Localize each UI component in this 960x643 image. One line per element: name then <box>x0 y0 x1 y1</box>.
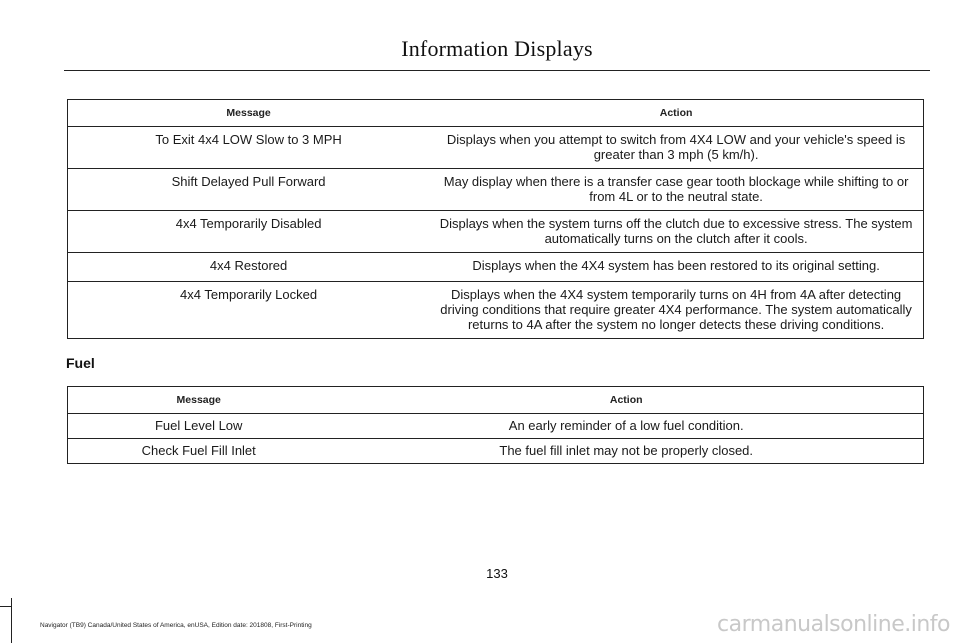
table-header-row <box>68 100 924 127</box>
title-divider <box>64 70 930 71</box>
table-header-row <box>68 387 924 414</box>
column-header-message: Message <box>68 387 330 414</box>
action-cell <box>429 282 923 339</box>
table-row <box>68 127 924 169</box>
message-cell <box>68 282 430 339</box>
column-header-action: Action <box>429 100 923 127</box>
page-number: 133 <box>486 566 508 581</box>
message-text: 4x4 Temporarily Locked <box>180 287 318 302</box>
message-cell <box>68 127 430 169</box>
message-cell: Check Fuel Fill Inlet <box>68 439 330 464</box>
table-row <box>68 414 924 439</box>
message-text: 4x4 Restored <box>209 258 288 273</box>
table-row <box>68 282 924 339</box>
action-cell <box>429 127 923 169</box>
action-cell <box>429 253 923 282</box>
message-cell <box>68 169 430 211</box>
table-row <box>68 169 924 211</box>
action-text: Displays when you attempt to switch from 4X4 LOW and your vehicle's speed is greater than 3 mph (5 km/h). <box>446 132 906 162</box>
table-row <box>68 253 924 282</box>
crop-mark-vertical <box>11 598 12 643</box>
message-text: To Exit 4x4 LOW Slow to 3 MPH <box>155 132 342 147</box>
table-row <box>68 439 924 464</box>
page-title: Information Displays <box>401 36 593 61</box>
messages-table-4x4 <box>67 99 924 339</box>
watermark: carmanualsonline.info <box>717 612 950 637</box>
table-row <box>68 211 924 253</box>
action-cell <box>429 211 923 253</box>
edition-footer: Navigator (TB9) Canada/United States of America, enUSA, Edition date: 201808, First-Printing <box>40 622 312 629</box>
action-text: Displays when the system turns off the clutch due to excessive stress. The system automatically turns on the clutch after it cools. <box>439 216 913 246</box>
message-text: Shift Delayed Pull Forward <box>171 174 326 189</box>
message-cell <box>68 253 430 282</box>
crop-mark-horizontal <box>0 606 12 607</box>
action-text: Displays when the 4X4 system temporarily turns on 4H from 4A after detecting driving conditions that require greater 4X4 performance. The system automatically returns to 4A after the system no longer detects these driving conditions. <box>440 287 912 332</box>
column-header-action: Action <box>329 387 923 414</box>
column-header-message: Message <box>68 100 430 127</box>
action-cell: An early reminder of a low fuel condition. <box>329 414 923 439</box>
section-heading-fuel: Fuel <box>66 355 95 371</box>
action-cell: The fuel fill inlet may not be properly closed. <box>329 439 923 464</box>
action-text: Displays when the 4X4 system has been restored to its original setting. <box>472 258 880 273</box>
action-text: May display when there is a transfer case gear tooth blockage while shifting to or from 4L or to the neutral state. <box>443 174 909 204</box>
message-cell: Fuel Level Low <box>68 414 330 439</box>
message-text: 4x4 Temporarily Disabled <box>175 216 322 231</box>
message-cell <box>68 211 430 253</box>
messages-table-fuel <box>67 386 924 464</box>
action-cell <box>429 169 923 211</box>
